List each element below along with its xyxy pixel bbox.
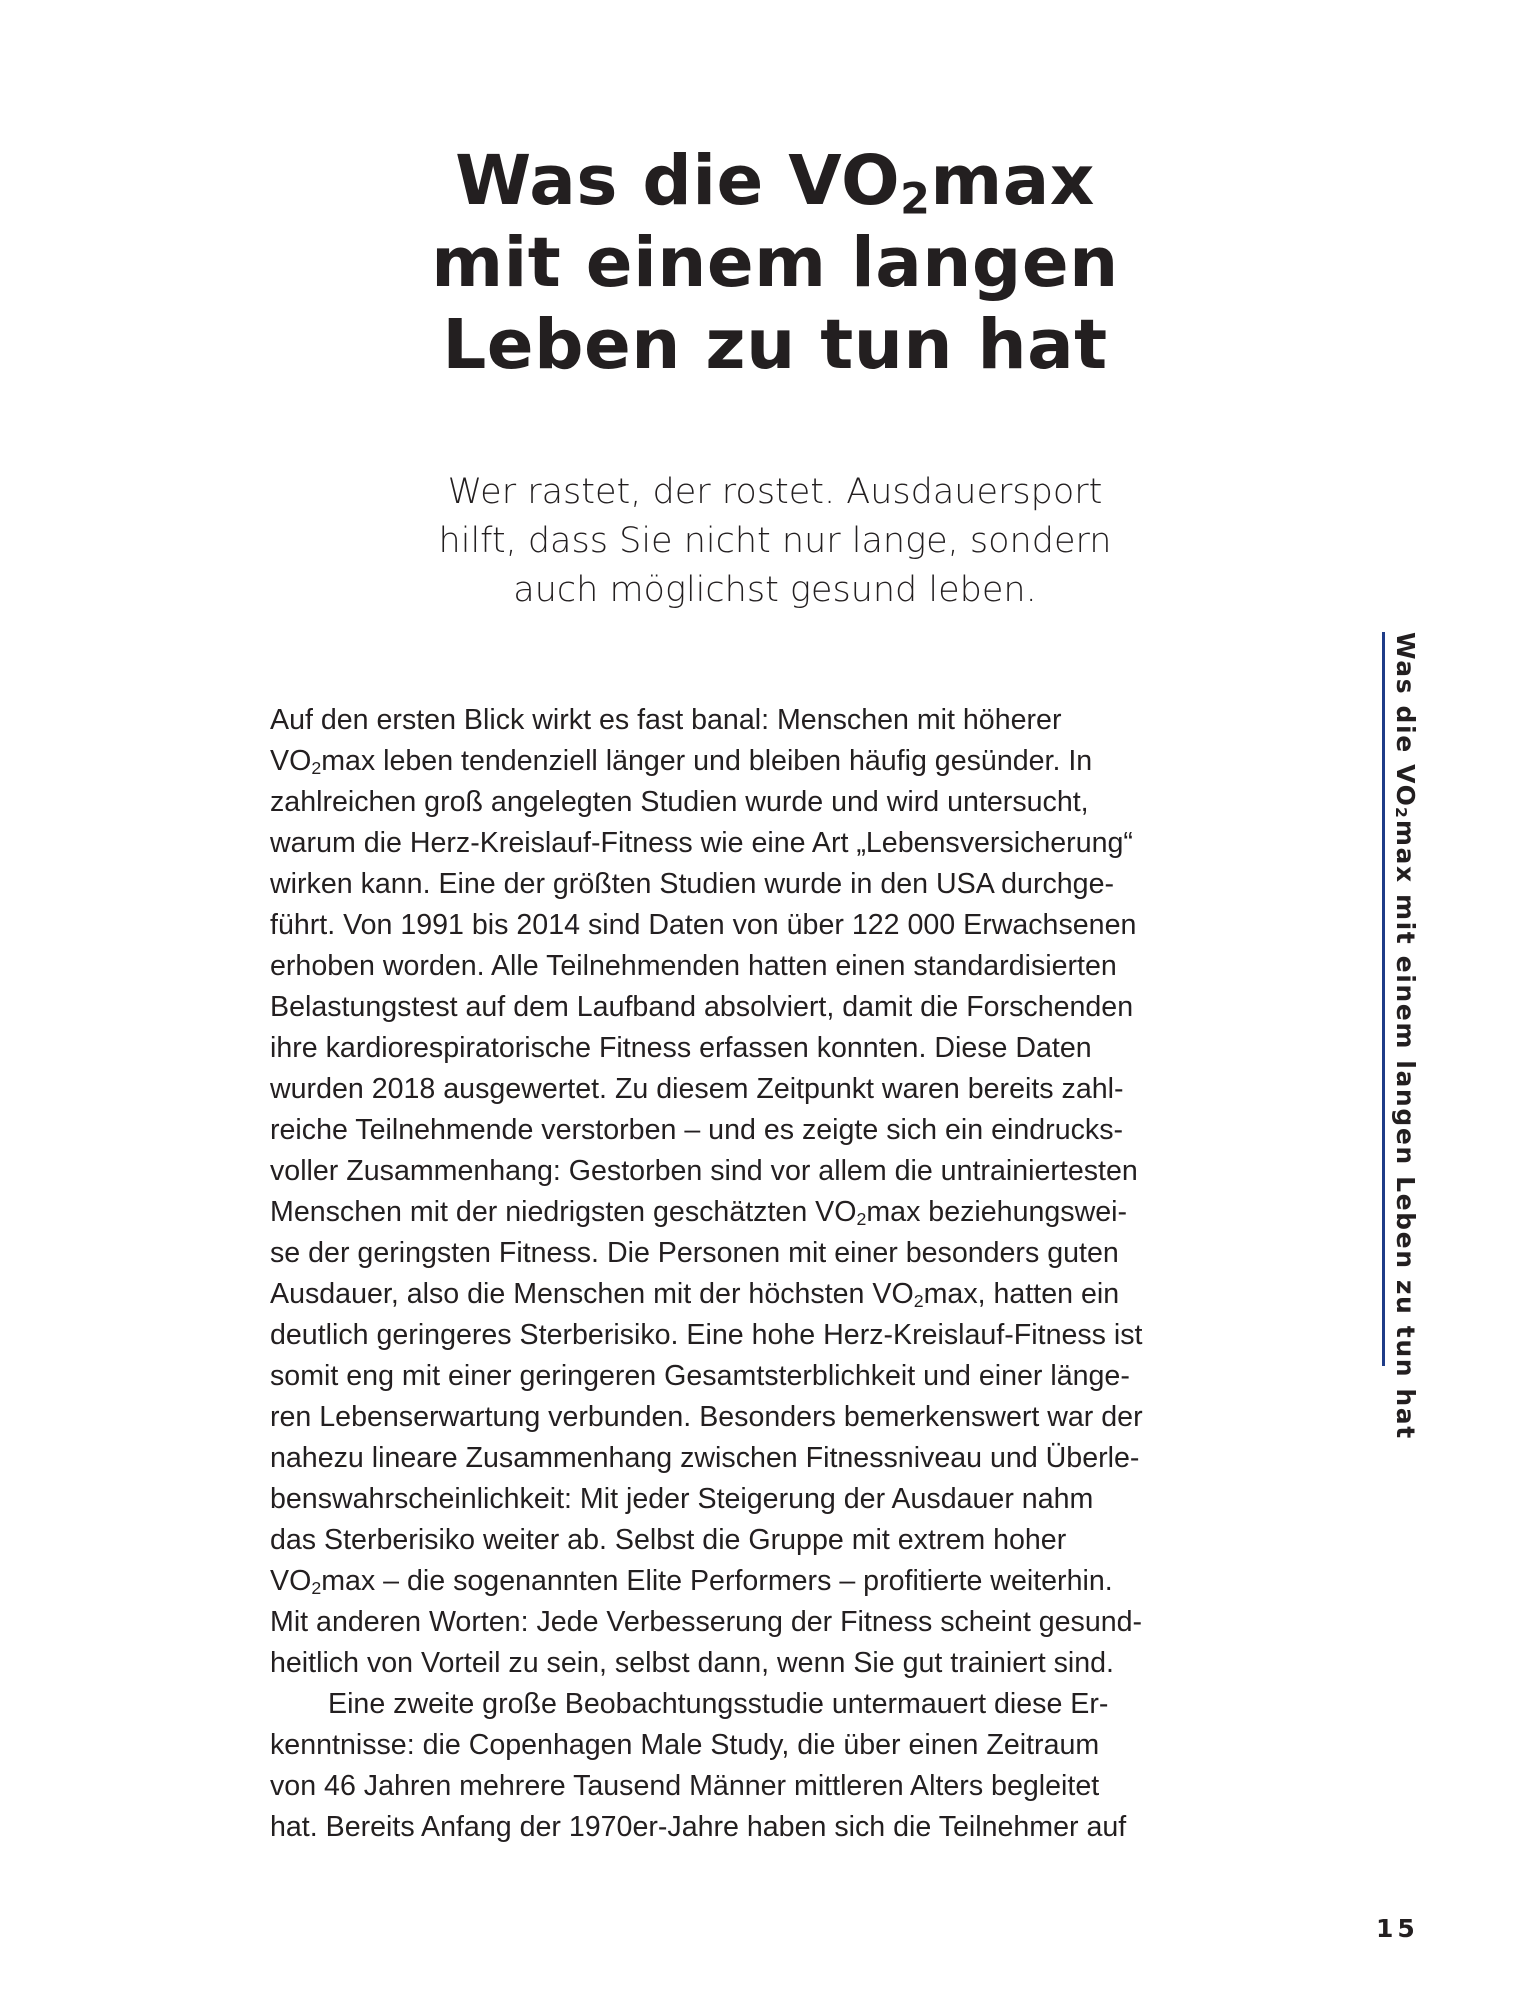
body-line: führt. Von 1991 bis 2014 sind Daten von über 122 000 Erwachsenen — [270, 909, 1137, 941]
title-line-1-end: max — [930, 141, 1095, 221]
body-text — [270, 700, 1280, 1848]
body-line-end: max beziehungswei- — [866, 1196, 1127, 1228]
body-line: benswahrscheinlichkeit: Mit jeder Steigerung der Ausdauer nahm — [270, 1483, 1094, 1515]
body-line: Belastungstest auf dem Laufband absolviert, damit die Forschenden — [270, 991, 1134, 1023]
body-line: wurden 2018 ausgewertet. Zu diesem Zeitpunkt waren bereits zahl- — [270, 1073, 1124, 1105]
body-line: ihre kardiorespiratorische Fitness erfassen konnten. Diese Daten — [270, 1032, 1092, 1064]
body-line: zahlreichen groß angelegten Studien wurde und wird untersucht, — [270, 786, 1089, 818]
body-line-start: VO — [270, 1565, 312, 1597]
body-line: se der geringsten Fitness. Die Personen mit einer besonders guten — [270, 1237, 1119, 1269]
body-line-start: Menschen mit der niedrigsten geschätzten VO — [270, 1196, 857, 1228]
body-line: kenntnisse: die Copenhagen Male Study, die über einen Zeitraum — [270, 1729, 1100, 1761]
body-line-end: max, hatten ein — [923, 1278, 1120, 1310]
body-line — [270, 1274, 1280, 1315]
body-line: das Sterberisiko weiter ab. Selbst die Gruppe mit extrem hoher — [270, 1524, 1067, 1556]
body-line — [270, 1561, 1280, 1602]
body-subscript: 2 — [913, 1290, 924, 1311]
body-subscript: 2 — [856, 1208, 867, 1229]
subtitle-line: hilft, dass Sie nicht nur lange, sondern — [438, 521, 1112, 561]
body-line: erhoben worden. Alle Teilnehmenden hatten einen standardisierten — [270, 950, 1117, 982]
body-line: voller Zusammenhang: Gestorben sind vor allem die untrainiertesten — [270, 1155, 1138, 1187]
body-line: deutlich geringeres Sterberisiko. Eine hohe Herz-Kreislauf-Fitness ist — [270, 1319, 1143, 1351]
title-subscript: 2 — [900, 174, 931, 225]
body-line: von 46 Jahren mehrere Tausend Männer mittleren Alters begleitet — [270, 1770, 1100, 1802]
body-subscript: 2 — [311, 1577, 322, 1598]
body-line: wirken kann. Eine der größten Studien wurde in den USA durchge- — [270, 868, 1115, 900]
body-line: reiche Teilnehmende verstorben – und es zeigte sich ein eindrucks- — [270, 1114, 1124, 1146]
running-header-marker — [1382, 632, 1433, 1440]
body-line-end: max leben tendenziell länger und bleiben häufig gesünder. In — [321, 745, 1093, 777]
body-line-start: VO — [270, 745, 312, 777]
subtitle-line: Wer rastet, der rostet. Ausdauersport — [447, 472, 1103, 512]
body-line: ren Lebenserwartung verbunden. Besonders bemerkenswert war der — [270, 1401, 1143, 1433]
body-line: Eine zweite große Beobachtungsstudie untermauert diese Er- — [328, 1688, 1109, 1720]
body-line: hat. Bereits Anfang der 1970er-Jahre haben sich die Teilnehmer auf — [270, 1811, 1127, 1843]
page-title — [300, 140, 1250, 386]
body-line — [270, 1192, 1280, 1233]
running-header-start: Was die VO — [1391, 632, 1420, 808]
body-line: Auf den ersten Blick wirkt es fast banal: Menschen mit höherer — [270, 704, 1062, 736]
title-line-2: mit einem langen — [431, 223, 1119, 303]
title-line-1-start: Was die VO — [455, 141, 901, 221]
subtitle-line: auch möglichst gesund leben. — [513, 570, 1037, 610]
subtitle — [340, 468, 1210, 615]
body-line: nahezu lineare Zusammenhang zwischen Fitnessniveau und Überle- — [270, 1442, 1140, 1474]
title-line-3: Leben zu tun hat — [442, 305, 1108, 385]
page-number: 15 — [1376, 1914, 1419, 1943]
body-line: somit eng mit einer geringeren Gesamtsterblichkeit und einer länge- — [270, 1360, 1130, 1392]
title-line-1 — [300, 140, 1250, 225]
body-subscript: 2 — [311, 757, 322, 778]
body-line-end: max – die sogenannten Elite Performers – profitierte weiterhin. — [321, 1565, 1113, 1597]
body-line: heitlich von Vorteil zu sein, selbst dann, wenn Sie gut trainiert sind. — [270, 1647, 1114, 1679]
body-line: Mit anderen Worten: Jede Verbesserung der Fitness scheint gesund- — [270, 1606, 1143, 1638]
running-header-end: max mit einem langen Leben zu tun hat — [1391, 819, 1420, 1440]
running-header-text — [1391, 632, 1420, 1440]
body-line-start: Ausdauer, also die Menschen mit der höchsten VO — [270, 1278, 914, 1310]
body-line — [270, 741, 1280, 782]
running-header-subscript: 2 — [1392, 807, 1410, 820]
body-line: warum die Herz-Kreislauf-Fitness wie eine Art „Lebensversicherung“ — [270, 827, 1133, 859]
